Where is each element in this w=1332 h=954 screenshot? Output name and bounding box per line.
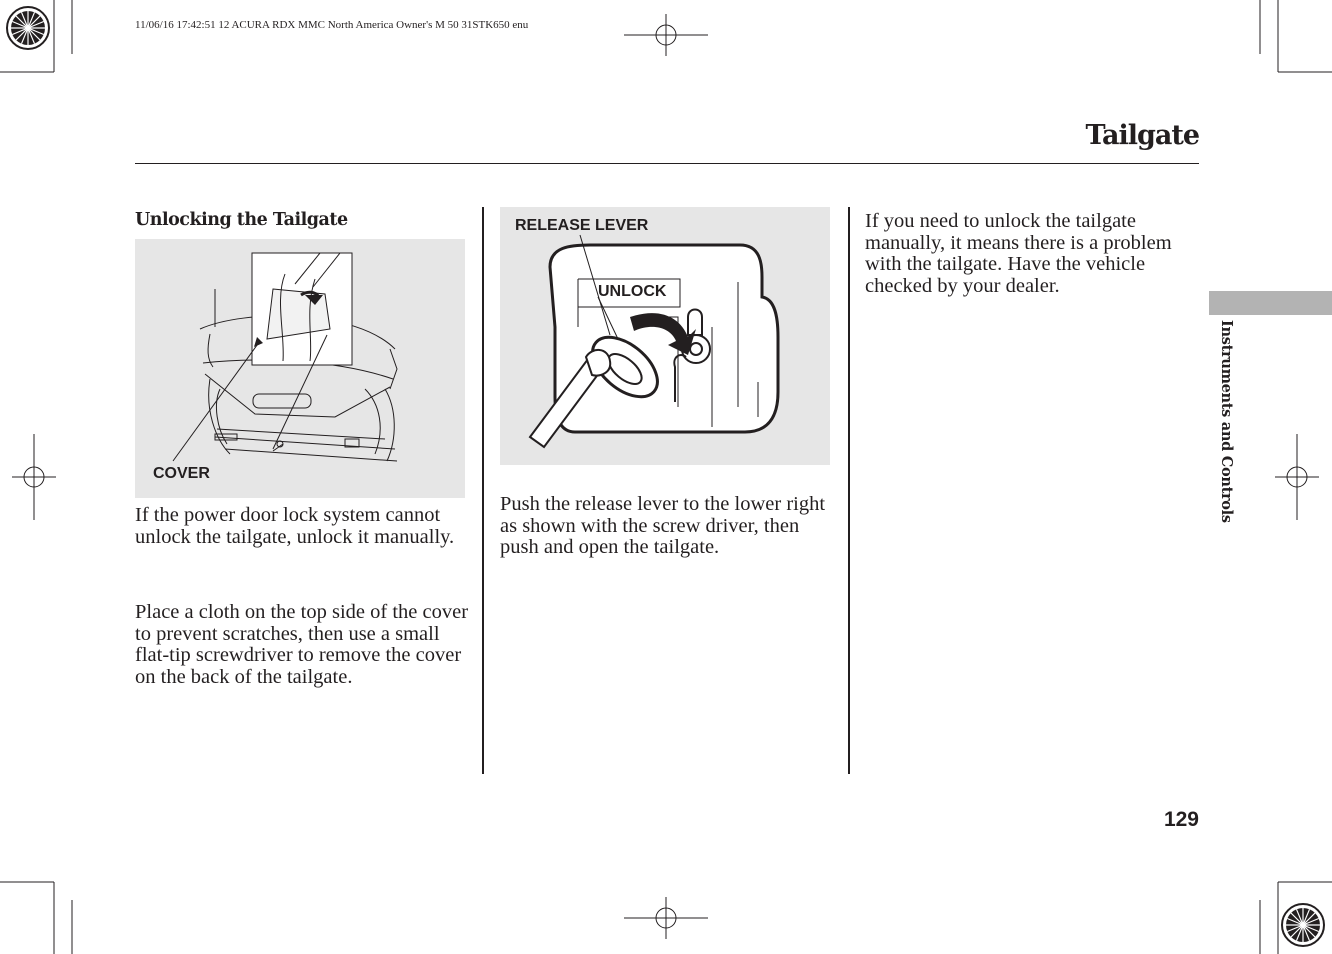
tailgate-interior-illustration (135, 239, 465, 498)
section-tab-text: Instruments and Controls (1218, 320, 1235, 523)
title-rule (135, 163, 1199, 164)
section-tab-label (1201, 320, 1241, 540)
page-title: Tailgate (1085, 120, 1199, 151)
cover-figure (135, 239, 465, 498)
registration-mark-top (624, 14, 708, 56)
registration-mark-bottom (624, 897, 708, 939)
section-tab (1209, 291, 1332, 315)
print-header: 11/06/16 17:42:51 12 ACURA RDX MMC North America Owner's M 50 31STK650 enu (135, 19, 529, 31)
col1-paragraph-2: Place a cloth on the top side of the cover to prevent scratches, then use a small flat-tip screwdriver to remove the cover on the back of the tailgate. (135, 601, 469, 689)
release-lever-figure (500, 207, 830, 465)
unlock-label: UNLOCK (598, 283, 667, 300)
release-lever-label: RELEASE LEVER (515, 217, 649, 234)
col3-paragraph-1: If you need to unlock the tailgate manually, it means there is a problem with the tailgate. Have the vehicle checked by your dealer. (865, 210, 1172, 298)
registration-mark-left (12, 434, 56, 520)
section-heading: Unlocking the Tailgate (135, 210, 348, 230)
cover-label: COVER (153, 465, 210, 482)
col2-paragraph-1: Push the release lever to the lower right as shown with the screw driver, then push and open the tailgate. (500, 493, 826, 559)
column-divider-1 (482, 207, 484, 774)
column-divider-2 (848, 207, 850, 774)
release-lever-illustration (500, 207, 830, 465)
starburst-mark-top-left (7, 7, 49, 49)
page-number: 129 (1163, 808, 1199, 831)
starburst-mark-bottom-right (1282, 904, 1324, 946)
registration-mark-right (1275, 434, 1319, 520)
col1-paragraph-1: If the power door lock system cannot unlock the tailgate, unlock it manually. (135, 504, 455, 548)
